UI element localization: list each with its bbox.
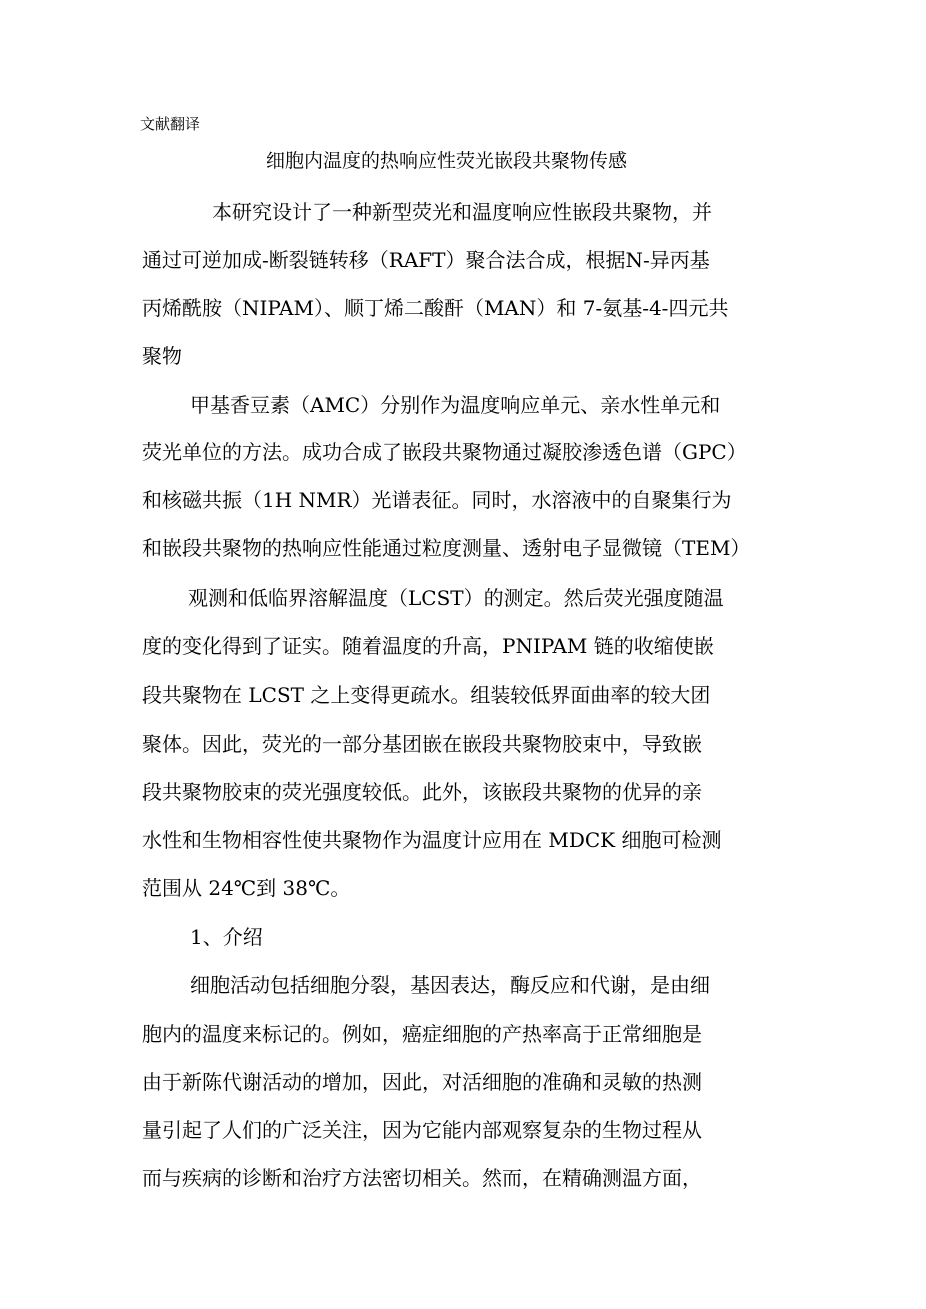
body-line: 本研究设计了一种新型荧光和温度响应性嵌段共聚物，并 [212, 200, 712, 224]
body-line: 段共聚物胶束的荧光强度较低。此外，该嵌段共聚物的优异的亲 [142, 780, 702, 804]
body-line: 细胞活动包括细胞分裂，基因表达，酶反应和代谢，是由细 [190, 973, 710, 997]
body-line: 由于新陈代谢活动的增加，因此，对活细胞的准确和灵敏的热测 [142, 1070, 702, 1094]
body-line: 段共聚物在 LCST 之上变得更疏水。组装较低界面曲率的较大团 [142, 683, 711, 707]
body-line: 度的变化得到了证实。随着温度的升高，PNIPAM 链的收缩使嵌 [142, 634, 714, 658]
body-line: 聚体。因此，荧光的一部分基团嵌在嵌段共聚物胶束中，导致嵌 [142, 732, 702, 756]
body-line: 范围从 24℃到 38℃。 [142, 876, 351, 900]
body-line: 水性和生物相容性使共聚物作为温度计应用在 MDCK 细胞可检测 [142, 828, 722, 852]
body-line: 聚物 [142, 344, 182, 368]
section-heading: 1、介绍 [190, 925, 263, 949]
body-line: 丙烯酰胺（NIPAM）、顺丁烯二酸酐（MAN）和 7-氨基-4-四元共 [142, 296, 729, 320]
document-header: 文献翻译 [140, 115, 201, 133]
body-line: 胞内的温度来标记的。例如，癌症细胞的产热率高于正常细胞是 [142, 1022, 702, 1046]
document-title: 细胞内温度的热响应性荧光嵌段共聚物传感 [266, 150, 628, 172]
body-line: 和嵌段共聚物的热响应性能通过粒度测量、透射电子显微镜（TEM） [142, 536, 751, 560]
body-line: 甲基香豆素（AMC）分别作为温度响应单元、亲水性单元和 [190, 393, 721, 417]
body-line: 通过可逆加成-断裂链转移（RAFT）聚合法合成，根据N-异丙基 [142, 248, 710, 272]
body-line: 和核磁共振（1H NMR）光谱表征。同时，水溶液中的自聚集行为 [142, 488, 732, 512]
body-line: 荧光单位的方法。成功合成了嵌段共聚物通过凝胶渗透色谱（GPC） [142, 440, 747, 464]
body-line: 量引起了人们的广泛关注，因为它能内部观察复杂的生物过程从 [142, 1118, 702, 1142]
body-line: 观测和低临界溶解温度（LCST）的测定。然后荧光强度随温 [188, 586, 724, 610]
body-line: 而与疾病的诊断和治疗方法密切相关。然而，在精确测温方面， [142, 1166, 702, 1190]
